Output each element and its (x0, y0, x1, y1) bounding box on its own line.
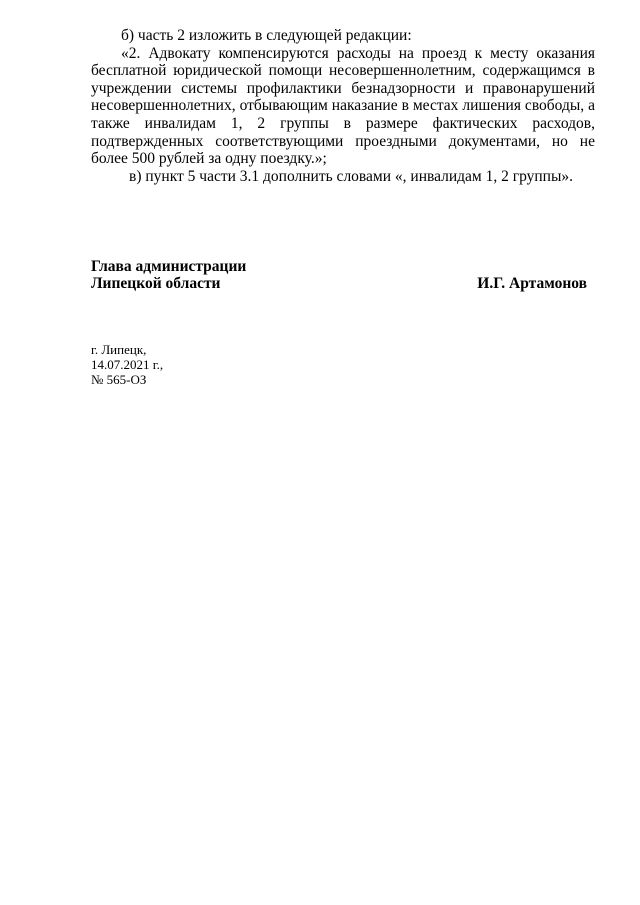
document-body (91, 27, 595, 185)
paragraph-item-b: б) часть 2 изложить в следующей редакции: (121, 27, 412, 44)
signatory-name: И.Г. Артамонов (477, 275, 587, 292)
footer-date: 14.07.2021 г., (91, 357, 164, 372)
paragraph-new-wording: «2. Адвокату компенсируются расходы на проезд к месту оказания бесплатной юридической помощи несовершеннолетним, содержащимся в учреждении системы профилактики безнадзорности и правонарушений несовершеннолетних, отбывающим наказание в местах лишения свободы, а также инвалидам 1, 2 группы в размере фактических расходов, подтвержденных соответствующими проездными документами, но не более 500 рублей за одну поездку.»; (91, 44, 595, 168)
signatory-title-line-2: Липецкой области (91, 275, 221, 292)
document-footer (91, 342, 163, 387)
signature-row (91, 275, 587, 292)
signatory-title-line-1: Глава администрации (91, 258, 247, 275)
footer-law-number: № 565-ОЗ (91, 372, 147, 387)
footer-city: г. Липецк, (91, 342, 147, 357)
paragraph-item-v: в) пункт 5 части 3.1 дополнить словами «, инвалидам 1, 2 группы». (129, 167, 574, 185)
signature-block (91, 258, 587, 292)
